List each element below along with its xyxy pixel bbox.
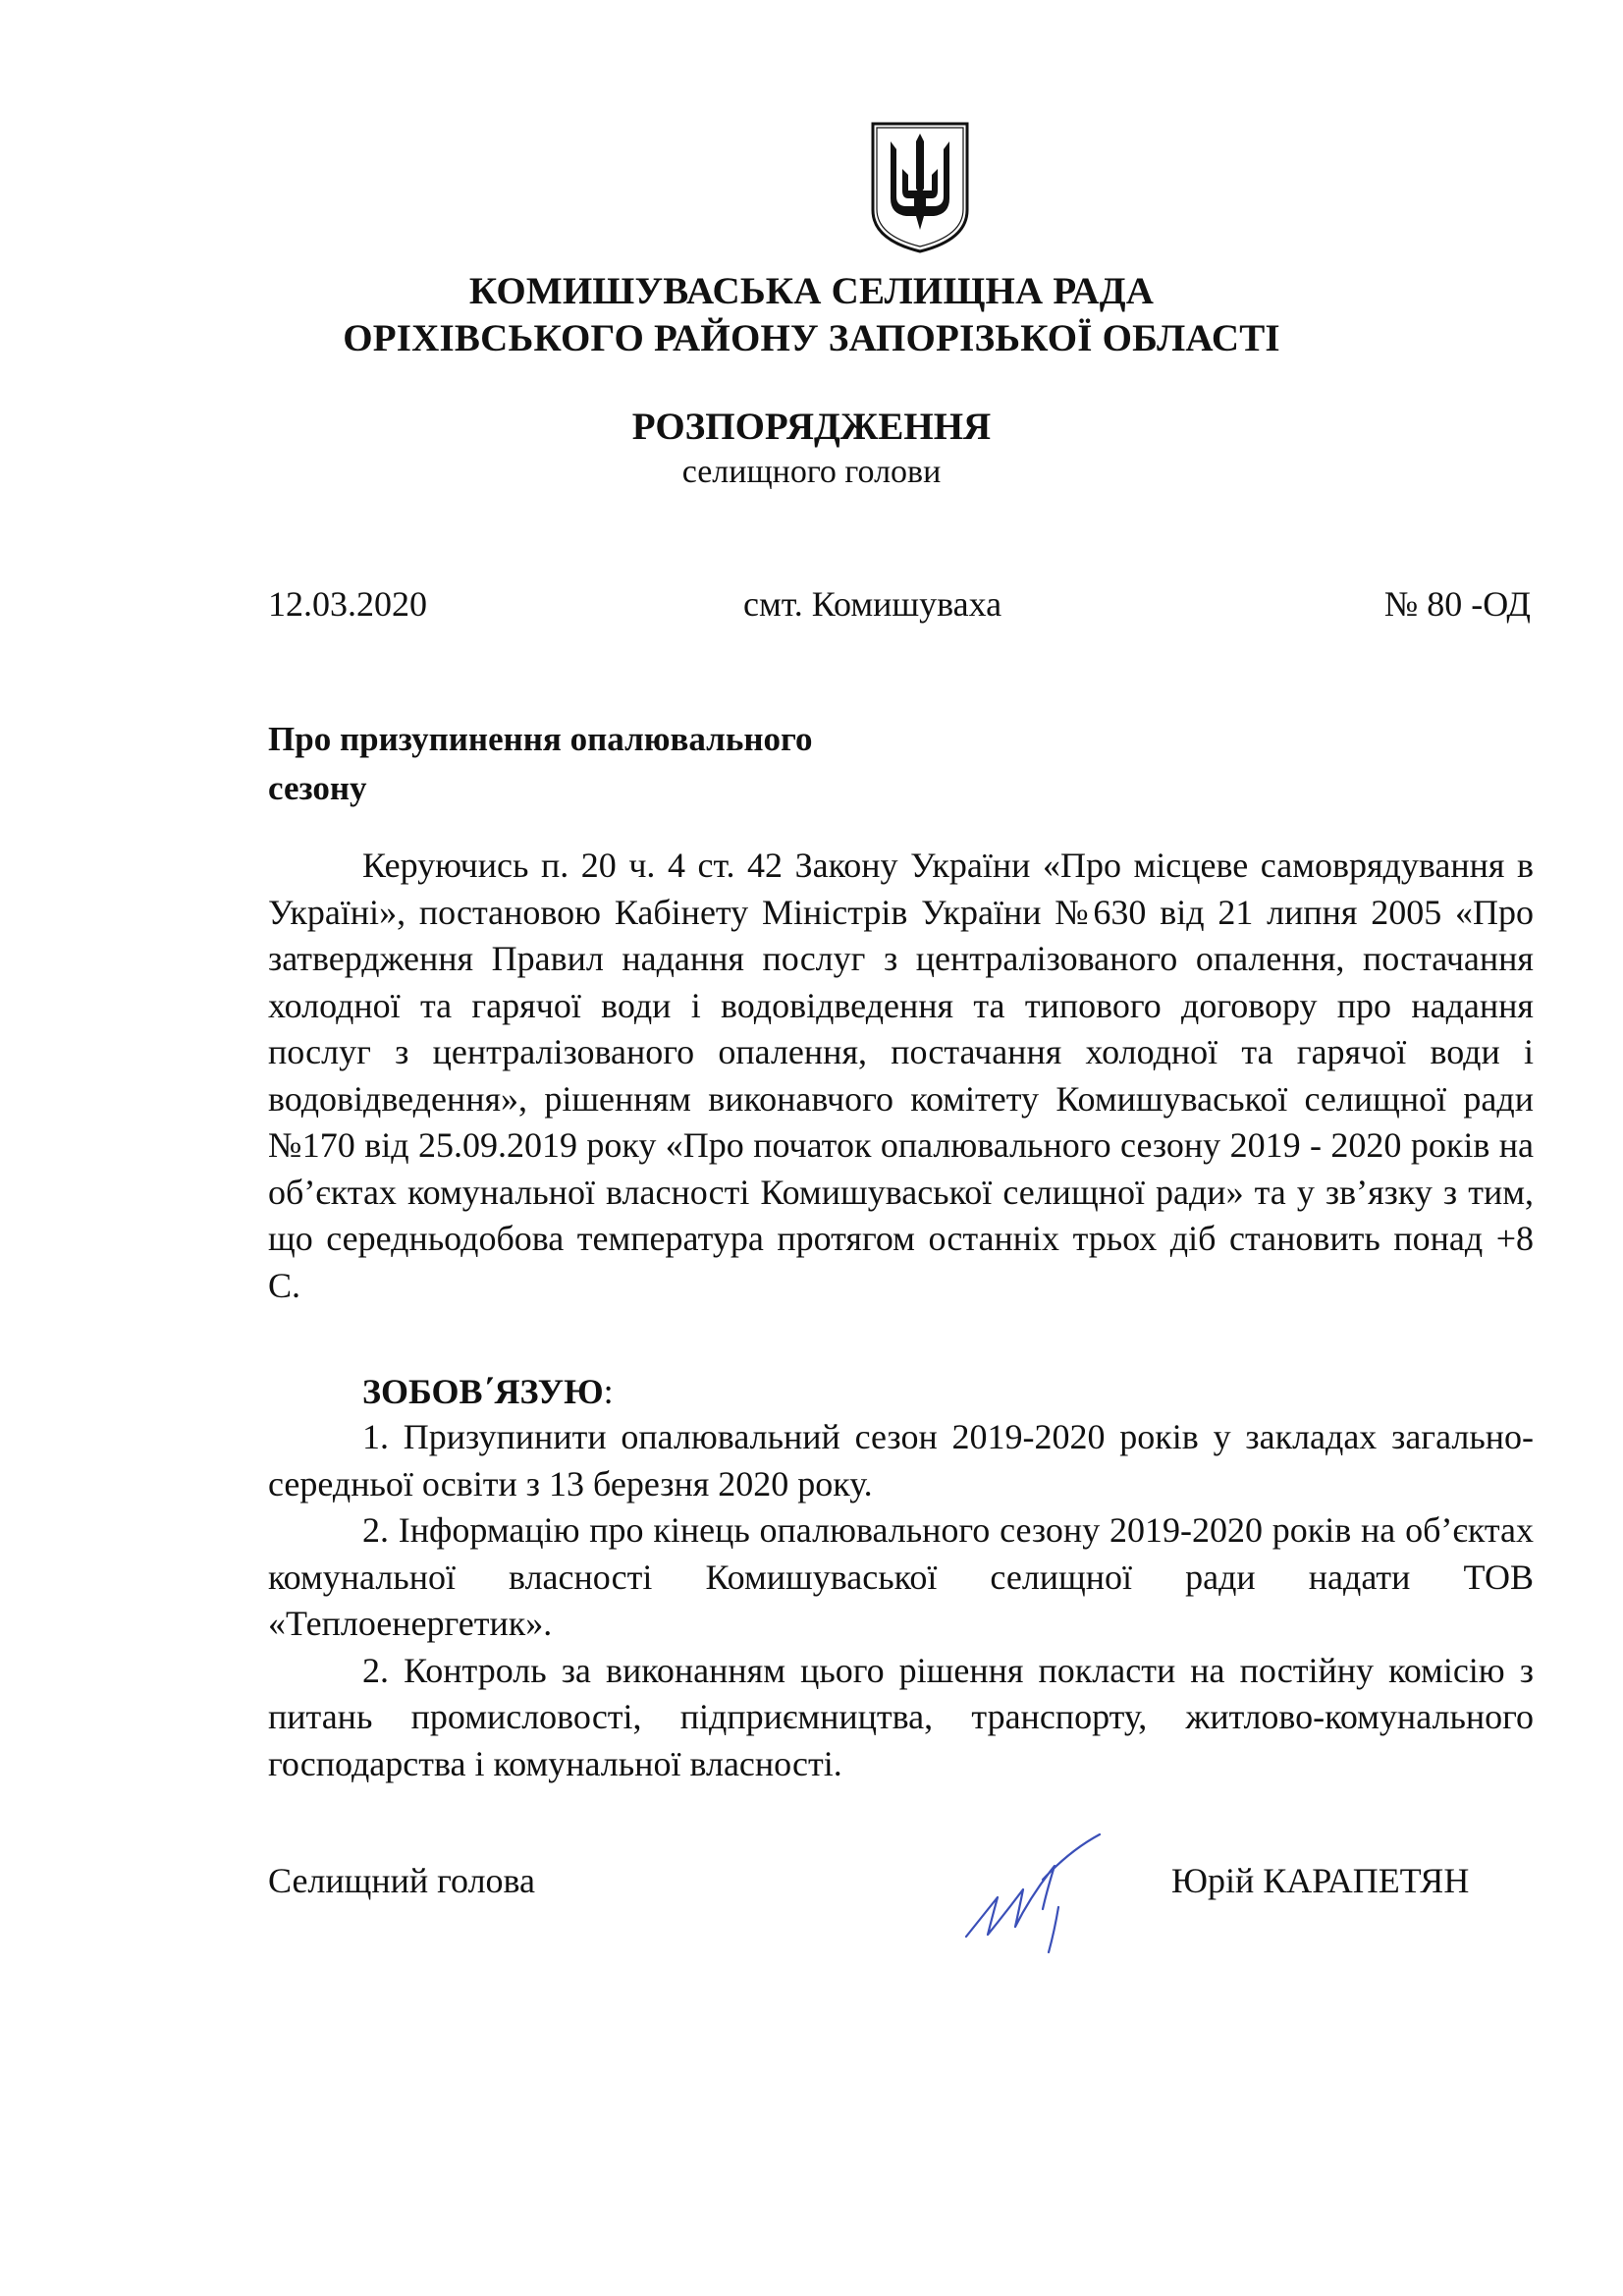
preamble-text: Керуючись п. 20 ч. 4 ст. 42 Закону України «Про місцеве самоврядування в Україні», постановою Кабінету Міністрів України №630 від 21 липня 2005 «Про затвердження Правил надання послуг з централізованого опалення, постачання холодної та гарячої води і водовідведення та типового договору про надання послуг з централізованого опалення, постачання холодної та гарячої води і водовідведення», рішенням виконавчого комітету Комишуваської селищної ради №170 від 25.09.2019 року «Про початок опалювального сезону 2019 - 2020 років на об’єктах комунальної власності Комишуваської селищної ради» та у зв’язку з тим, що середньодобова температура протягом останніх трьох діб становить понад +8 С.: [268, 846, 1534, 1305]
document-number: № 80 -ОД: [1383, 584, 1531, 624]
trident-emblem-icon: [867, 120, 973, 255]
document-date: 12.03.2020: [268, 584, 427, 624]
order-item: 1. Призупинити опалювальний сезон 2019-2020 років у закладах загально-середньої освіти з 13 березня 2020 року.: [268, 1417, 1534, 1503]
subject-line2: сезону: [268, 769, 367, 807]
document-subtitle: селищного голови: [681, 454, 942, 490]
oblige-colon: :: [603, 1372, 614, 1411]
organization-name-line2: ОРІХІВСЬКОГО РАЙОНУ ЗАПОРІЗЬКОЇ ОБЛАСТІ: [343, 317, 1280, 359]
subject-line1: Про призупинення опалювального: [268, 720, 813, 758]
order-item: 2. Інформацію про кінець опалювального сезону 2019-2020 років на об’єктах комунальної власності Комишуваської селищної ради надати ТОВ «Теплоенергетик».: [268, 1510, 1534, 1643]
organization-name-line1: КОМИШУВАСЬКА СЕЛИЩНА РАДА: [468, 270, 1155, 312]
order-item: 2. Контроль за виконанням цього рішення покласти на постійну комісію з питань промисловості, підприємництва, транспорту, житлово-комунального господарства і комунальної власності.: [268, 1650, 1534, 1783]
preamble-paragraph: [268, 843, 1534, 1309]
signatory-name: Юрій КАРАПЕТЯН: [1171, 1861, 1470, 1900]
handwritten-signature-icon: [952, 1821, 1139, 1958]
order-items: [268, 1414, 1534, 1787]
oblige-heading: [362, 1371, 614, 1412]
oblige-word: ЗОБОВ΄ЯЗУЮ: [362, 1372, 604, 1411]
signatory-position: Селищний голова: [268, 1861, 536, 1900]
document-subject: [268, 715, 975, 813]
document-place: смт. Комишуваха: [743, 584, 1002, 624]
document-type-title: РОЗПОРЯДЖЕННЯ: [631, 406, 992, 448]
